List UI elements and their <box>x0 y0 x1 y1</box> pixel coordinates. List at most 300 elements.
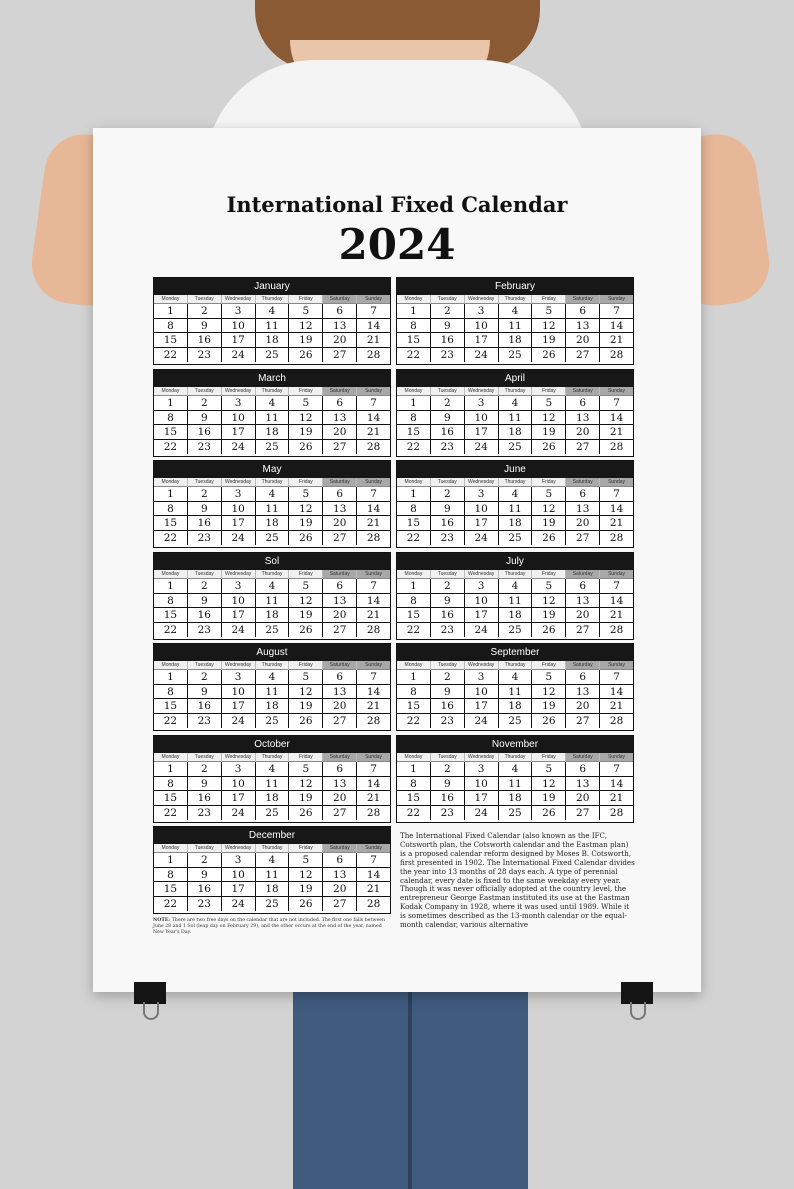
day-cell: 15 <box>154 791 188 806</box>
day-cell: 20 <box>323 882 357 897</box>
weekday-label: Tuesday <box>431 387 465 396</box>
day-cell: 6 <box>566 579 600 594</box>
week-row <box>154 608 390 623</box>
day-cell: 18 <box>499 425 533 440</box>
week-row <box>397 714 633 729</box>
day-cell: 22 <box>397 806 431 821</box>
week-row <box>397 333 633 348</box>
day-cell: 27 <box>323 440 357 455</box>
day-cell: 13 <box>323 777 357 792</box>
day-cell: 28 <box>609 531 624 544</box>
day-cell: 8 <box>397 594 431 609</box>
day-cell: 2 <box>188 304 222 319</box>
day-cell: 12 <box>289 685 323 700</box>
weekday-label: Saturday <box>323 570 357 579</box>
day-cell: 9 <box>188 685 222 700</box>
day-cell: 24 <box>222 623 256 638</box>
day-cell: 27 <box>566 531 600 546</box>
day-cell: 24 <box>465 348 499 363</box>
day-cell: 18 <box>499 699 533 714</box>
day-cell: 23 <box>188 531 222 546</box>
day-cell: 3 <box>222 670 256 685</box>
week-row <box>397 623 633 638</box>
day-cell: 5 <box>532 670 566 685</box>
weekday-label: Monday <box>154 295 188 304</box>
day-cell: 11 <box>256 594 290 609</box>
day-cell: 6 <box>323 670 357 685</box>
weekday-label: Friday <box>289 661 323 670</box>
weekday-label: Wednesday <box>465 478 499 487</box>
day-cell: 14 <box>357 502 390 517</box>
month-table <box>153 643 391 731</box>
day-cell: 7 <box>357 304 390 319</box>
day-cell: 17 <box>465 791 499 806</box>
day-cell: 6 <box>566 762 600 777</box>
day-cell: 5 <box>289 762 323 777</box>
day-cell: 12 <box>532 319 566 334</box>
day-cell: 20 <box>323 516 357 531</box>
weekday-label: Saturday <box>566 570 600 579</box>
month-table <box>396 369 634 457</box>
day-cell: 18 <box>499 608 533 623</box>
week-row <box>397 319 633 334</box>
day-cell: 21 <box>357 791 390 806</box>
day-cell: 28 <box>609 440 624 453</box>
day-cell: 15 <box>154 882 188 897</box>
day-cell: 19 <box>289 882 323 897</box>
weekday-label: Sunday <box>357 478 390 487</box>
day-cell: 7 <box>600 487 633 502</box>
weekday-header-row <box>397 570 633 579</box>
week-row <box>154 714 390 729</box>
weekday-header-row <box>154 753 390 762</box>
week-row <box>154 685 390 700</box>
day-cell: 5 <box>532 579 566 594</box>
weekday-label: Saturday <box>566 387 600 396</box>
day-cell: 7 <box>357 762 390 777</box>
day-cell: 10 <box>222 319 256 334</box>
day-cell: 16 <box>431 608 465 623</box>
day-cell: 12 <box>289 777 323 792</box>
day-cell: 13 <box>323 685 357 700</box>
week-row <box>397 699 633 714</box>
day-cell: 14 <box>600 319 633 334</box>
weekday-label: Thursday <box>499 753 533 762</box>
weekday-label: Thursday <box>256 753 290 762</box>
month-name: August <box>154 644 390 661</box>
day-cell: 1 <box>397 487 431 502</box>
day-cell: 28 <box>609 714 624 727</box>
day-cell: 6 <box>566 487 600 502</box>
day-cell: 20 <box>323 791 357 806</box>
day-cell: 25 <box>256 623 290 638</box>
month-name: Sol <box>154 553 390 570</box>
day-cell: 8 <box>397 411 431 426</box>
day-cell: 7 <box>600 396 633 411</box>
month-name: July <box>397 553 633 570</box>
weekday-label: Sunday <box>357 387 390 396</box>
month-table <box>153 460 391 548</box>
day-cell: 22 <box>154 348 188 363</box>
day-cell: 21 <box>600 608 633 623</box>
day-cell: 11 <box>256 411 290 426</box>
month-table <box>396 735 634 823</box>
weekday-label: Sunday <box>357 295 390 304</box>
day-cell: 26 <box>532 806 566 821</box>
weekday-label: Thursday <box>256 478 290 487</box>
day-cell: 9 <box>431 685 465 700</box>
weekday-label: Saturday <box>566 661 600 670</box>
weekday-label: Friday <box>289 844 323 853</box>
day-cell: 2 <box>188 853 222 868</box>
week-row <box>154 411 390 426</box>
day-cell: 10 <box>465 594 499 609</box>
day-cell: 23 <box>431 531 465 546</box>
day-cell: 11 <box>256 685 290 700</box>
day-cell: 16 <box>188 882 222 897</box>
day-cell: 24 <box>222 714 256 729</box>
week-row <box>397 304 633 319</box>
day-cell: 7 <box>600 670 633 685</box>
day-cell: 2 <box>188 579 222 594</box>
day-cell: 3 <box>222 579 256 594</box>
weekday-header-row <box>154 570 390 579</box>
weekday-label: Thursday <box>499 295 533 304</box>
day-cell: 18 <box>256 425 290 440</box>
day-cell: 13 <box>566 502 600 517</box>
day-cell: 28 <box>609 623 624 636</box>
day-cell: 14 <box>600 685 633 700</box>
day-cell: 22 <box>154 623 188 638</box>
week-row <box>154 882 390 897</box>
weekday-label: Friday <box>289 295 323 304</box>
day-cell: 2 <box>188 762 222 777</box>
day-cell: 10 <box>465 319 499 334</box>
day-cell: 26 <box>289 348 323 363</box>
week-row <box>154 319 390 334</box>
week-row <box>154 806 390 821</box>
day-cell: 5 <box>532 396 566 411</box>
week-row <box>154 897 390 912</box>
week-row <box>154 791 390 806</box>
day-cell: 17 <box>222 882 256 897</box>
day-cell: 17 <box>465 516 499 531</box>
day-cell: 28 <box>366 897 381 910</box>
day-cell: 2 <box>188 396 222 411</box>
day-cell: 20 <box>323 425 357 440</box>
day-cell: 17 <box>222 791 256 806</box>
weekday-label: Wednesday <box>222 478 256 487</box>
day-cell: 11 <box>499 411 533 426</box>
day-cell: 8 <box>397 777 431 792</box>
day-cell: 8 <box>154 502 188 517</box>
weekday-label: Monday <box>397 753 431 762</box>
day-cell: 18 <box>499 333 533 348</box>
day-cell: 6 <box>323 579 357 594</box>
weekday-header-row <box>397 661 633 670</box>
day-cell: 20 <box>566 425 600 440</box>
day-cell: 16 <box>188 791 222 806</box>
day-cell: 23 <box>431 440 465 455</box>
weekday-label: Saturday <box>566 295 600 304</box>
day-cell: 21 <box>600 791 633 806</box>
day-cell: 12 <box>532 502 566 517</box>
day-cell: 19 <box>289 699 323 714</box>
weekday-header-row <box>154 844 390 853</box>
weekday-label: Friday <box>532 295 566 304</box>
day-cell: 3 <box>222 762 256 777</box>
week-row <box>397 762 633 777</box>
day-cell: 16 <box>431 516 465 531</box>
day-cell: 1 <box>154 487 188 502</box>
day-cell: 15 <box>397 333 431 348</box>
week-row <box>397 791 633 806</box>
footnote <box>153 918 393 936</box>
day-cell: 8 <box>397 685 431 700</box>
day-cell: 13 <box>566 319 600 334</box>
week-row <box>397 440 633 455</box>
day-cell: 21 <box>357 333 390 348</box>
week-row <box>154 487 390 502</box>
day-cell: 15 <box>397 699 431 714</box>
week-row <box>154 594 390 609</box>
day-cell: 4 <box>499 304 533 319</box>
day-cell: 22 <box>154 440 188 455</box>
weekday-label: Saturday <box>323 661 357 670</box>
weekday-label: Wednesday <box>465 570 499 579</box>
week-row <box>154 440 390 455</box>
day-cell: 14 <box>357 685 390 700</box>
weekday-label: Wednesday <box>465 661 499 670</box>
day-cell: 4 <box>499 670 533 685</box>
day-cell: 14 <box>600 777 633 792</box>
weekday-label: Wednesday <box>222 295 256 304</box>
day-cell: 1 <box>397 396 431 411</box>
day-cell: 23 <box>188 897 222 912</box>
weekday-label: Sunday <box>357 844 390 853</box>
weekday-label: Thursday <box>256 570 290 579</box>
day-cell: 5 <box>532 304 566 319</box>
day-cell: 24 <box>222 897 256 912</box>
day-cell: 14 <box>600 594 633 609</box>
day-cell: 20 <box>566 608 600 623</box>
weekday-label: Tuesday <box>188 753 222 762</box>
weekday-label: Sunday <box>600 295 633 304</box>
day-cell: 6 <box>323 853 357 868</box>
weekday-label: Monday <box>154 844 188 853</box>
day-cell: 16 <box>431 425 465 440</box>
day-cell: 26 <box>289 440 323 455</box>
month-table <box>396 643 634 731</box>
day-cell: 19 <box>289 333 323 348</box>
week-row <box>397 487 633 502</box>
footnote-text: There are two free days on the calendar that are not included. The first one falls between June 28 and 1 Sol (leap day on February 29), and the other occurs at the end of the year, named New Year's Day. <box>153 918 386 935</box>
day-cell: 10 <box>222 502 256 517</box>
day-cell: 10 <box>465 777 499 792</box>
weekday-label: Friday <box>289 753 323 762</box>
day-cell: 8 <box>154 777 188 792</box>
day-cell: 16 <box>431 699 465 714</box>
week-row <box>154 516 390 531</box>
weekday-label: Monday <box>397 478 431 487</box>
week-row <box>154 623 390 638</box>
day-cell: 26 <box>532 440 566 455</box>
day-cell: 5 <box>289 853 323 868</box>
day-cell: 4 <box>499 487 533 502</box>
day-cell: 15 <box>154 425 188 440</box>
day-cell: 28 <box>366 440 381 453</box>
day-cell: 13 <box>566 685 600 700</box>
day-cell: 10 <box>222 777 256 792</box>
day-cell: 1 <box>397 762 431 777</box>
weekday-label: Friday <box>532 387 566 396</box>
day-cell: 7 <box>600 304 633 319</box>
day-cell: 2 <box>431 762 465 777</box>
day-cell: 24 <box>465 623 499 638</box>
day-cell: 3 <box>222 487 256 502</box>
day-cell: 7 <box>357 396 390 411</box>
week-row <box>154 777 390 792</box>
day-cell: 24 <box>465 714 499 729</box>
day-cell: 19 <box>532 516 566 531</box>
poster-title: International Fixed Calendar <box>226 192 568 217</box>
weekday-label: Thursday <box>499 661 533 670</box>
day-cell: 9 <box>188 502 222 517</box>
day-cell: 10 <box>222 685 256 700</box>
weekday-label: Saturday <box>323 753 357 762</box>
day-cell: 3 <box>222 396 256 411</box>
day-cell: 12 <box>532 594 566 609</box>
day-cell: 3 <box>222 304 256 319</box>
week-row <box>154 579 390 594</box>
day-cell: 21 <box>357 699 390 714</box>
day-cell: 24 <box>222 440 256 455</box>
day-cell: 6 <box>323 762 357 777</box>
day-cell: 24 <box>222 806 256 821</box>
weekday-header-row <box>154 387 390 396</box>
day-cell: 19 <box>532 608 566 623</box>
day-cell: 19 <box>289 608 323 623</box>
day-cell: 25 <box>256 897 290 912</box>
day-cell: 4 <box>499 762 533 777</box>
weekday-label: Monday <box>154 661 188 670</box>
day-cell: 27 <box>566 714 600 729</box>
weekday-header-row <box>397 387 633 396</box>
month-name: May <box>154 461 390 478</box>
day-cell: 8 <box>154 685 188 700</box>
day-cell: 8 <box>154 868 188 883</box>
day-cell: 2 <box>431 487 465 502</box>
weekday-label: Tuesday <box>188 661 222 670</box>
weekday-label: Tuesday <box>431 295 465 304</box>
day-cell: 10 <box>465 411 499 426</box>
week-row <box>154 670 390 685</box>
day-cell: 27 <box>566 806 600 821</box>
day-cell: 8 <box>154 594 188 609</box>
day-cell: 19 <box>532 699 566 714</box>
day-cell: 9 <box>188 411 222 426</box>
week-row <box>154 348 390 363</box>
day-cell: 16 <box>188 699 222 714</box>
day-cell: 22 <box>397 623 431 638</box>
week-row <box>397 777 633 792</box>
weekday-label: Friday <box>532 661 566 670</box>
day-cell: 7 <box>357 487 390 502</box>
day-cell: 14 <box>357 594 390 609</box>
day-cell: 21 <box>600 699 633 714</box>
binder-clip-right <box>621 982 653 1004</box>
month-name: September <box>397 644 633 661</box>
day-cell: 21 <box>600 516 633 531</box>
weekday-label: Thursday <box>256 387 290 396</box>
week-row <box>397 579 633 594</box>
day-cell: 16 <box>188 333 222 348</box>
day-cell: 4 <box>256 579 290 594</box>
month-name: June <box>397 461 633 478</box>
day-cell: 14 <box>357 868 390 883</box>
day-cell: 10 <box>465 685 499 700</box>
day-cell: 11 <box>499 319 533 334</box>
weekday-label: Tuesday <box>431 753 465 762</box>
day-cell: 19 <box>532 425 566 440</box>
day-cell: 11 <box>499 685 533 700</box>
day-cell: 25 <box>256 348 290 363</box>
day-cell: 25 <box>499 440 533 455</box>
day-cell: 28 <box>366 348 381 361</box>
day-cell: 14 <box>357 777 390 792</box>
day-cell: 12 <box>289 868 323 883</box>
day-cell: 24 <box>222 531 256 546</box>
day-cell: 22 <box>397 714 431 729</box>
day-cell: 13 <box>323 868 357 883</box>
day-cell: 8 <box>154 319 188 334</box>
day-cell: 6 <box>323 304 357 319</box>
day-cell: 25 <box>256 806 290 821</box>
day-cell: 1 <box>154 670 188 685</box>
day-cell: 5 <box>289 396 323 411</box>
day-cell: 3 <box>465 304 499 319</box>
day-cell: 24 <box>465 440 499 455</box>
day-cell: 24 <box>465 806 499 821</box>
week-row <box>397 425 633 440</box>
day-cell: 20 <box>566 699 600 714</box>
day-cell: 4 <box>499 579 533 594</box>
weekday-label: Wednesday <box>222 661 256 670</box>
month-table <box>396 460 634 548</box>
day-cell: 4 <box>256 762 290 777</box>
day-cell: 25 <box>256 714 290 729</box>
weekday-label: Saturday <box>323 844 357 853</box>
day-cell: 27 <box>323 806 357 821</box>
week-row <box>154 531 390 546</box>
day-cell: 21 <box>600 333 633 348</box>
day-cell: 1 <box>154 396 188 411</box>
day-cell: 1 <box>397 579 431 594</box>
weekday-label: Monday <box>397 570 431 579</box>
weekday-label: Tuesday <box>431 661 465 670</box>
day-cell: 18 <box>256 333 290 348</box>
day-cell: 10 <box>465 502 499 517</box>
day-cell: 9 <box>431 319 465 334</box>
day-cell: 21 <box>357 425 390 440</box>
day-cell: 5 <box>289 304 323 319</box>
day-cell: 26 <box>532 714 566 729</box>
day-cell: 25 <box>499 806 533 821</box>
day-cell: 13 <box>323 594 357 609</box>
day-cell: 3 <box>465 670 499 685</box>
week-row <box>397 670 633 685</box>
weekday-label: Sunday <box>357 661 390 670</box>
